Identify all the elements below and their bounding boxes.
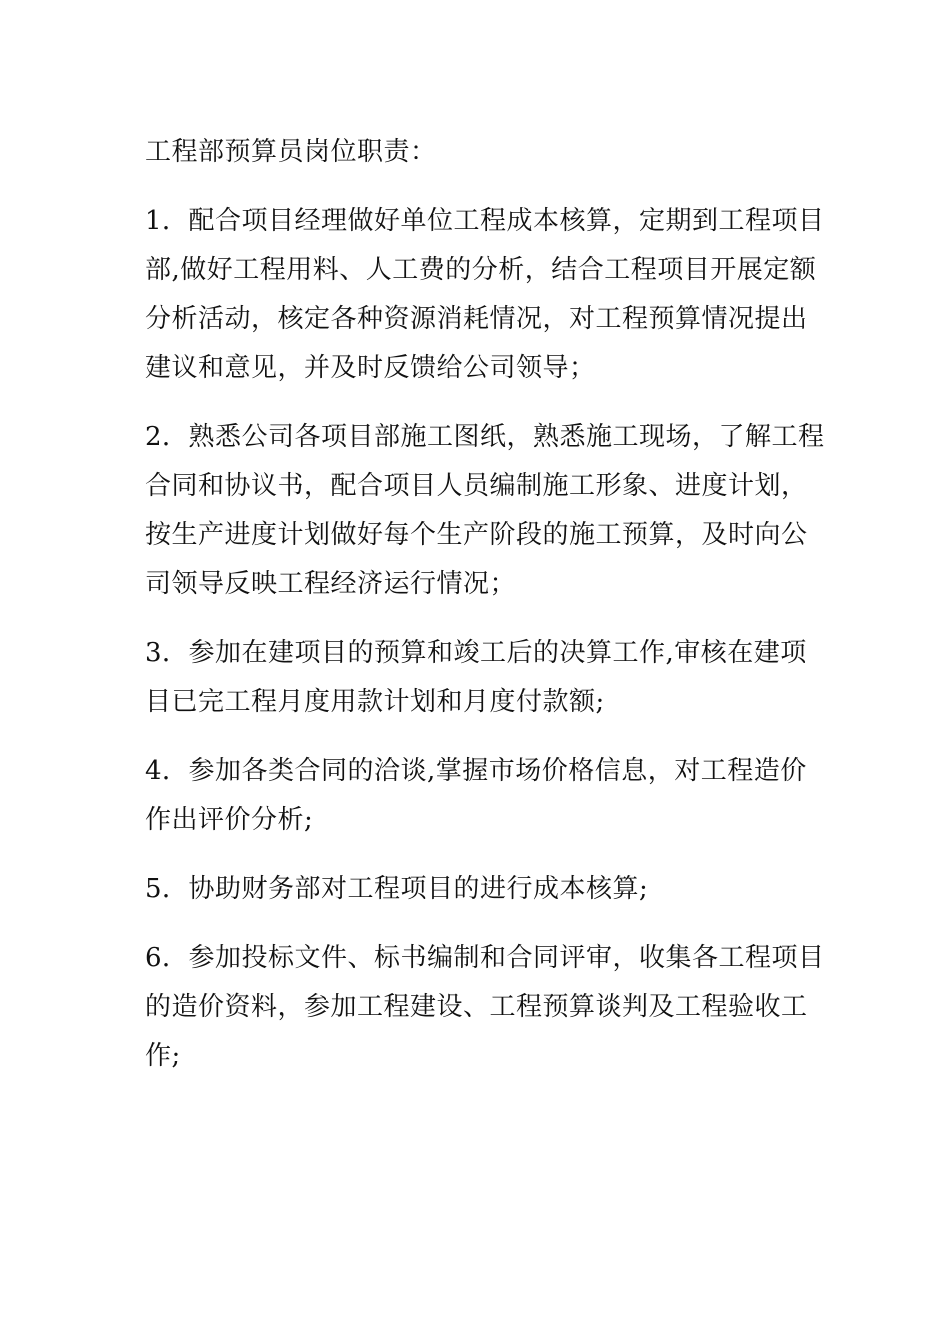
duty-item-4 bbox=[145, 747, 810, 845]
duty-line: 的造价资料，参加工程建设、工程预算谈判及工程验收工 bbox=[145, 992, 808, 1022]
duty-line: 目已完工程月度用款计划和月度付款额; bbox=[145, 687, 605, 717]
duty-line: 作出评价分析; bbox=[145, 805, 314, 835]
duty-line: 按生产进度计划做好每个生产阶段的施工预算，及时向公 bbox=[145, 520, 808, 550]
duty-item-3 bbox=[145, 629, 810, 727]
duty-line: 合同和协议书，配合项目人员编制施工形象、进度计划， bbox=[145, 471, 808, 501]
duty-line: 部,做好工程用料、人工费的分析，结合工程项目开展定额 bbox=[145, 255, 817, 285]
duty-item-1 bbox=[145, 197, 825, 393]
duty-line: 2．熟悉公司各项目部施工图纸，熟悉施工现场，了解工程 bbox=[145, 422, 825, 452]
duty-line: 1．配合项目经理做好单位工程成本核算，定期到工程项目 bbox=[145, 206, 825, 236]
duty-item-5 bbox=[145, 865, 810, 914]
duty-line: 4．参加各类合同的洽谈,掌握市场价格信息，对工程造价 bbox=[145, 756, 807, 786]
duty-line: 作; bbox=[145, 1041, 181, 1071]
duty-line: 分析活动，核定各种资源消耗情况，对工程预算情况提出 bbox=[145, 304, 808, 334]
document-title: 工程部预算员岗位职责： bbox=[145, 137, 437, 167]
duty-line: 建议和意见，并及时反馈给公司领导； bbox=[145, 353, 596, 383]
duty-item-2 bbox=[145, 413, 825, 609]
duty-line: 3．参加在建项目的预算和竣工后的决算工作,审核在建项 bbox=[145, 638, 807, 668]
duty-line: 6．参加投标文件、标书编制和合同评审，收集各工程项目 bbox=[145, 943, 825, 973]
duty-item-6 bbox=[145, 934, 825, 1081]
duty-line: 司领导反映工程经济运行情况； bbox=[145, 569, 517, 599]
duty-line: 5．协助财务部对工程项目的进行成本核算; bbox=[145, 874, 649, 904]
document-body bbox=[145, 128, 825, 1081]
